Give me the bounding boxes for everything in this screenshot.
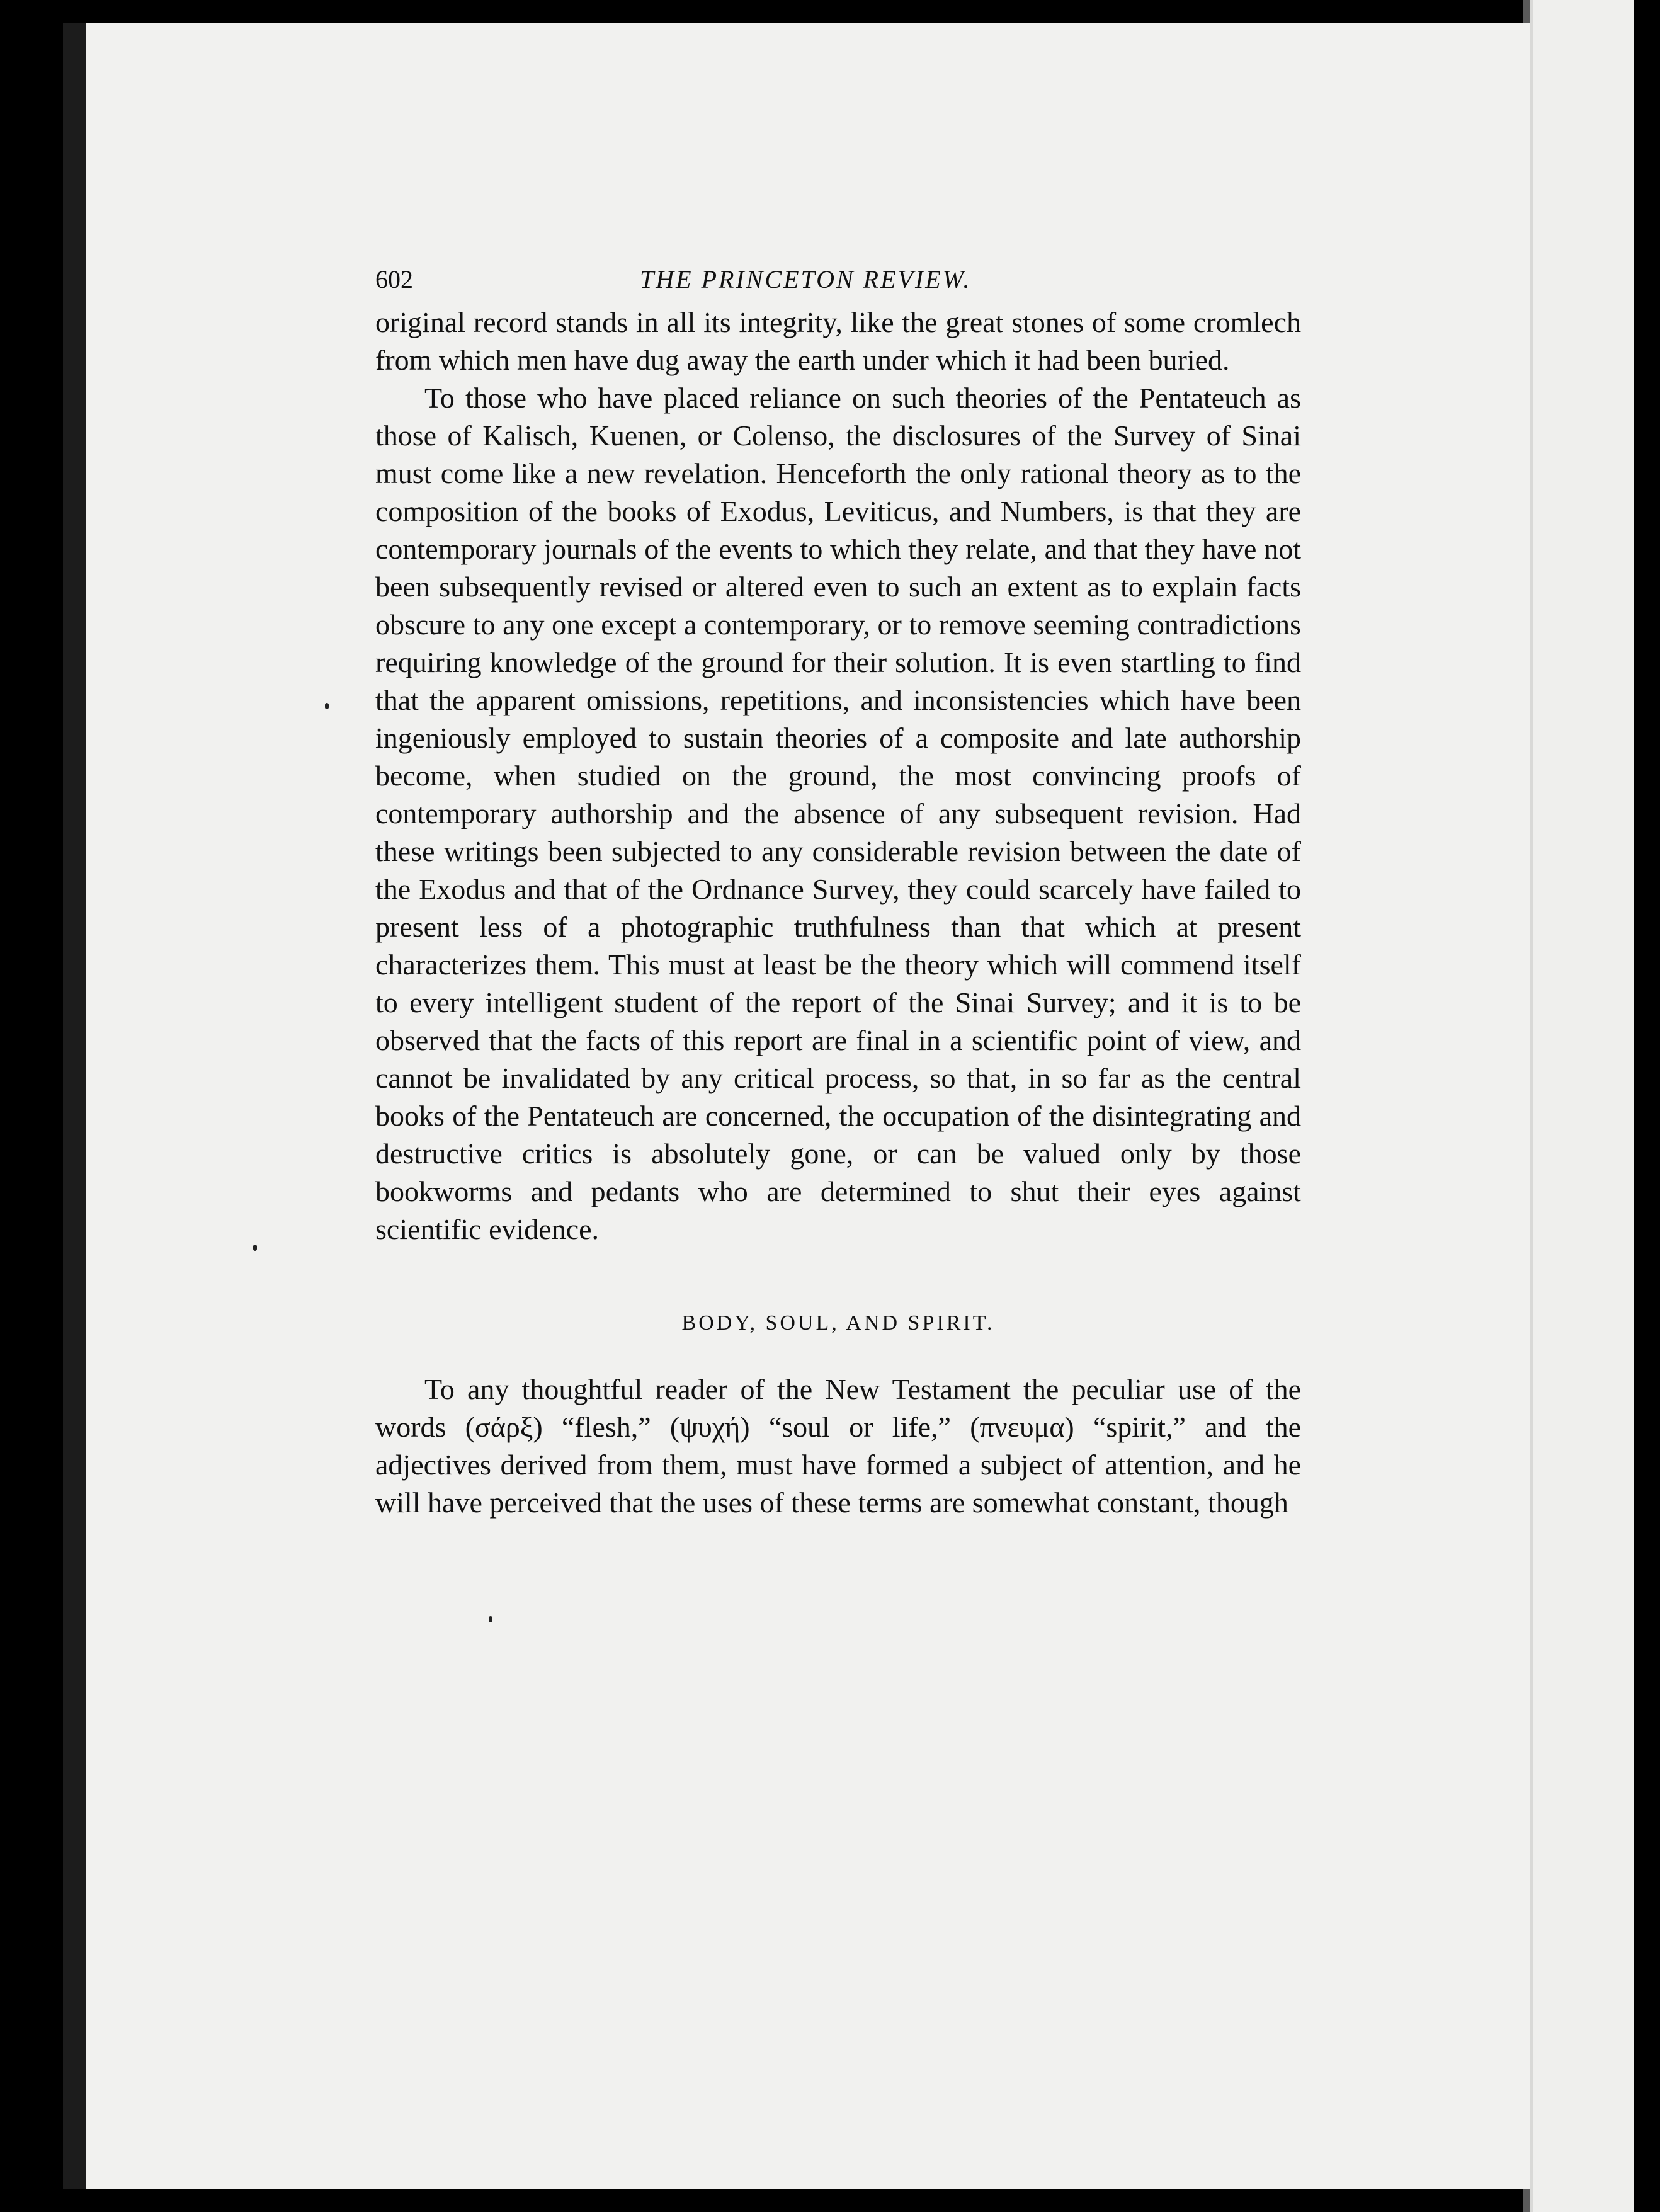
print-speck	[253, 1245, 257, 1251]
page-text	[375, 265, 1301, 1522]
running-head	[375, 265, 1301, 304]
facing-page-edge	[1530, 0, 1634, 2212]
paragraph-body-soul-spirit: To any thoughtful reader of the New Testament the peculiar use of the words (σάρξ) “flesh,” (ψυχή) “soul or life,” (πνευμα) “spirit,” and the adjectives derived from them, must have formed a subject of attention, and he will have perceived that the uses of these terms are somewhat constant, though	[375, 1373, 1301, 1519]
journal-title: THE PRINCETON REVIEW.	[640, 265, 972, 294]
print-speck	[489, 1616, 492, 1622]
print-speck	[325, 703, 329, 709]
paragraph-continued: original record stands in all its integrity, like the great stones of some cromlech from which men have dug away the earth under which it had been buried.	[375, 306, 1301, 376]
page-number: 602	[375, 265, 413, 294]
paragraph-sinai-survey: To those who have placed reliance on such theories of the Pentateuch as those of Kalisch, Kuenen, or Colenso, the disclosures of the Survey of Sinai must come like a new revelation. Henceforth the only rational theory as to the composition of the books of Exodus, Leviticus, and Numbers, is that they are contemporary journals of the events to which they relate, and that they have not been subsequently revised or altered even to such an extent as to explain facts obscure to any one except a contemporary, or to remove seeming contradictions requiring knowledge of the ground for their solution. It is even startling to find that the apparent omissions, repetitions, and inconsistencies which have been ingeniously employed to sustain theories of a composite and late authorship become, when studied on the ground, the most convincing proofs of contemporary authorship and the absence of any subsequent revision. Had these writings been subjected to any considerable revision between the date of the Exodus and that of the Ordnance Survey, they could scarcely have failed to present less of a photographic truthfulness than that which at present characterizes them. This must at least be the theory which will commend itself to every intelligent student of the report of the Sinai Survey; and it is to be observed that the facts of this report are final in a scientific point of view, and cannot be invalidated by any critical process, so that, in so far as the central books of the Pentateuch are concerned, the occupation of the disintegrating and destructive critics is absolutely gone, or can be valued only by those bookworms and pedants who are determined to shut their eyes against scientific evidence.	[375, 382, 1301, 1245]
section-heading: BODY, SOUL, AND SPIRIT.	[681, 1311, 995, 1335]
